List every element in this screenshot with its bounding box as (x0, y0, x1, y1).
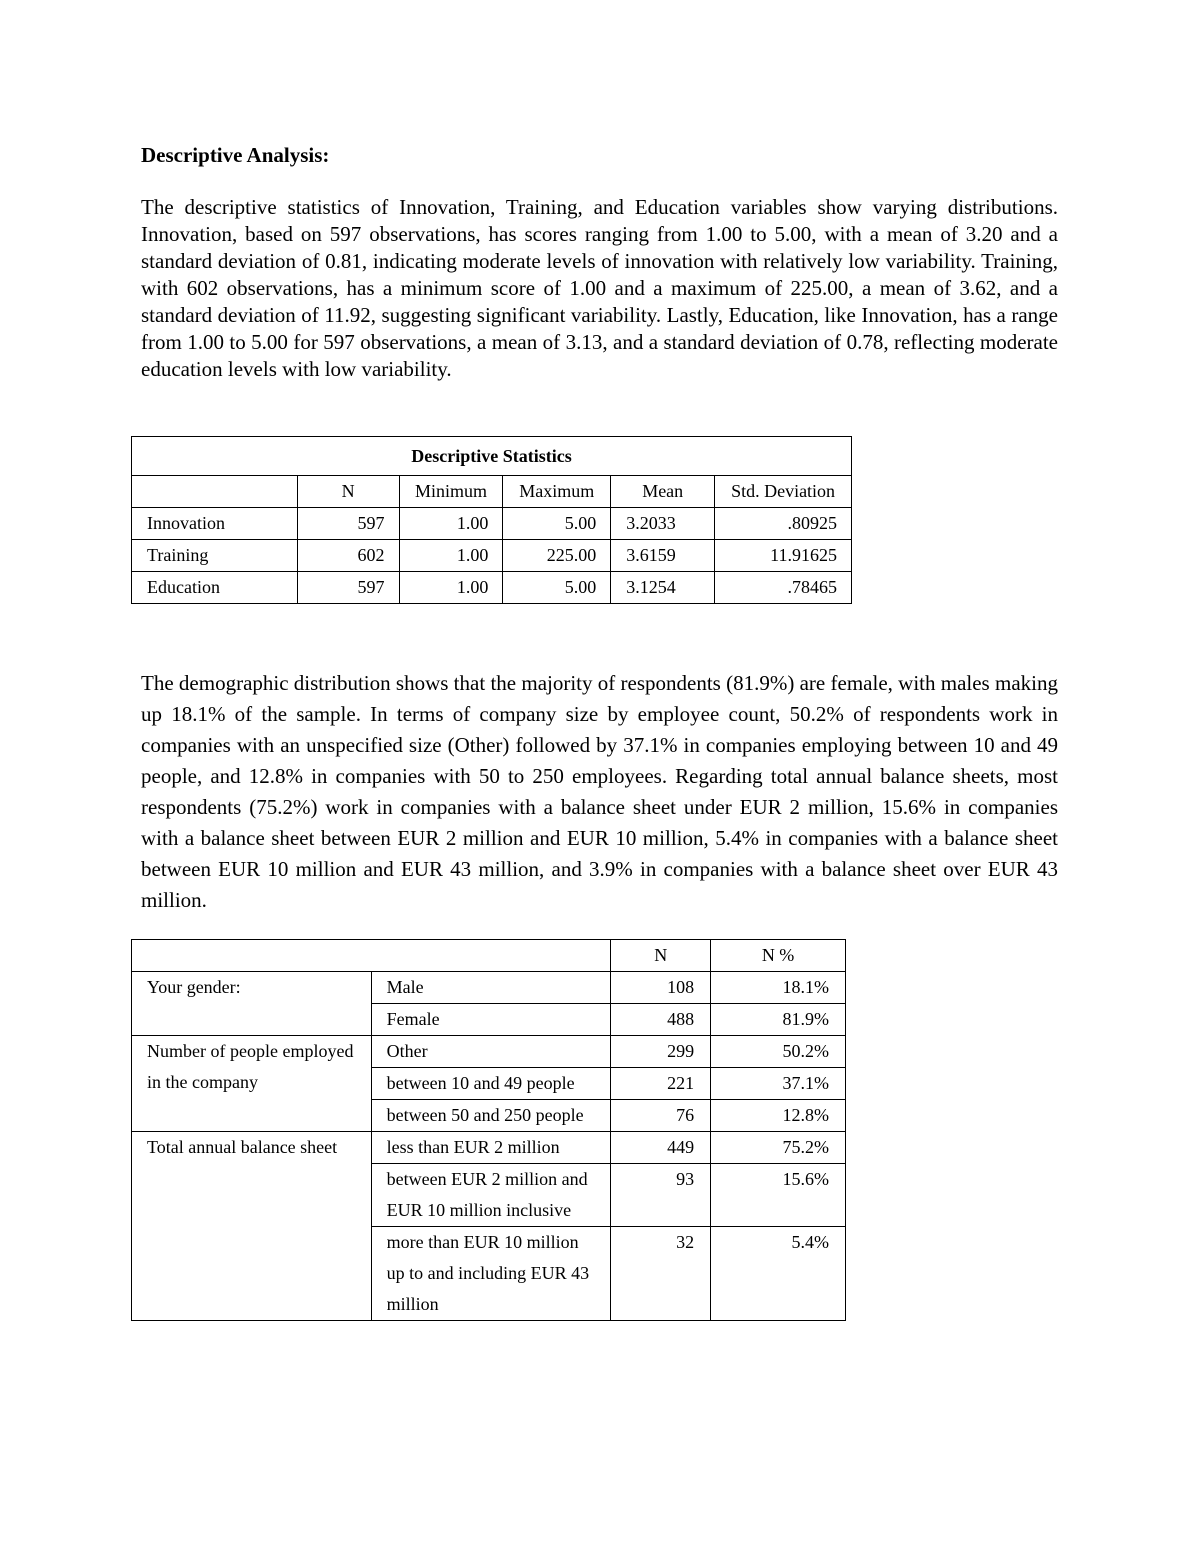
cell-pct: 12.8% (711, 1100, 846, 1132)
category-cell: between 50 and 250 people (371, 1100, 611, 1132)
header-empty-cell (132, 940, 611, 972)
table-row (132, 1036, 846, 1068)
cell-maximum: 5.00 (503, 572, 611, 604)
cell-pct: 81.9% (711, 1004, 846, 1036)
cell-mean: 3.2033 (611, 508, 715, 540)
cell-minimum: 1.00 (399, 572, 503, 604)
cell-n: 221 (611, 1068, 711, 1100)
demographic-table (131, 939, 846, 1321)
cell-n: 108 (611, 972, 711, 1004)
category-cell: less than EUR 2 million (371, 1132, 611, 1164)
category-cell: between EUR 2 million and EUR 10 million inclusive (371, 1164, 611, 1227)
cell-std: 11.91625 (715, 540, 852, 572)
cell-n: 449 (611, 1132, 711, 1164)
group-label-employees: Number of people employed in the company (132, 1036, 372, 1132)
category-cell: between 10 and 49 people (371, 1068, 611, 1100)
group-label-balance-sheet: Total annual balance sheet (132, 1132, 372, 1321)
row-label: Training (132, 540, 298, 572)
cell-pct: 18.1% (711, 972, 846, 1004)
row-label: Innovation (132, 508, 298, 540)
category-cell: Female (371, 1004, 611, 1036)
cell-pct: 37.1% (711, 1068, 846, 1100)
table-row (132, 540, 852, 572)
category-cell: more than EUR 10 million up to and including EUR 43 million (371, 1227, 611, 1321)
header-maximum: Maximum (503, 476, 611, 508)
cell-n: 299 (611, 1036, 711, 1068)
cell-minimum: 1.00 (399, 508, 503, 540)
table-row (132, 508, 852, 540)
category-cell: Male (371, 972, 611, 1004)
table-row (132, 572, 852, 604)
header-n-percent: N % (711, 940, 846, 972)
table-title: Descriptive Statistics (132, 437, 852, 476)
demographic-paragraph: The demographic distribution shows that the majority of respondents (81.9%) are female, with males making up 18.1% of the sample. In terms of company size by employee count, 50.2% of respondents work in companies with an unspecified size (Other) followed by 37.1% in companies employing between 10 and 49 people, and 12.8% in companies with 50 to 250 employees. Regarding total annual balance sheets, most respondents (75.2%) work in companies with a balance sheet under EUR 2 million, 15.6% in companies with a balance sheet between EUR 2 million and EUR 10 million, 5.4% in companies with a balance sheet between EUR 10 million and EUR 43 million, and 3.9% in companies with a balance sheet over EUR 43 million. (141, 671, 1058, 912)
cell-mean: 3.6159 (611, 540, 715, 572)
table-header-row (132, 940, 846, 972)
header-empty-cell (132, 476, 298, 508)
cell-maximum: 225.00 (503, 540, 611, 572)
section-heading: Descriptive Analysis: (141, 143, 330, 167)
header-n: N (297, 476, 399, 508)
table-row (132, 1132, 846, 1164)
cell-n: 597 (297, 572, 399, 604)
cell-n: 597 (297, 508, 399, 540)
cell-pct: 5.4% (711, 1227, 846, 1321)
cell-n: 488 (611, 1004, 711, 1036)
header-minimum: Minimum (399, 476, 503, 508)
descriptive-paragraph: The descriptive statistics of Innovation, Training, and Education variables show varying distributions. Innovation, based on 597 observations, has scores ranging from 1.00 to 5.00, with a mean of 3.20 and a standard deviation of 0.81, indicating moderate levels of innovation with relatively low variability. Training, with 602 observations, has a minimum score of 1.00 and a maximum of 225.00, a mean of 3.62, and a standard deviation of 11.92, suggesting significant variability. Lastly, Education, like Innovation, has a range from 1.00 to 5.00 for 597 observations, a mean of 3.13, and a standard deviation of 0.78, reflecting moderate education levels with low variability. (141, 195, 1058, 381)
category-cell: Other (371, 1036, 611, 1068)
cell-n: 602 (297, 540, 399, 572)
cell-pct: 50.2% (711, 1036, 846, 1068)
table-header-row (132, 476, 852, 508)
cell-pct: 75.2% (711, 1132, 846, 1164)
cell-mean: 3.1254 (611, 572, 715, 604)
header-n: N (611, 940, 711, 972)
header-mean: Mean (611, 476, 715, 508)
cell-pct: 15.6% (711, 1164, 846, 1227)
cell-n: 93 (611, 1164, 711, 1227)
cell-n: 76 (611, 1100, 711, 1132)
cell-maximum: 5.00 (503, 508, 611, 540)
descriptive-statistics-table (131, 436, 852, 604)
cell-std: .78465 (715, 572, 852, 604)
cell-std: .80925 (715, 508, 852, 540)
group-label-gender: Your gender: (132, 972, 372, 1036)
table-title-row (132, 437, 852, 476)
header-std-deviation: Std. Deviation (715, 476, 852, 508)
table-row (132, 972, 846, 1004)
cell-n: 32 (611, 1227, 711, 1321)
row-label: Education (132, 572, 298, 604)
cell-minimum: 1.00 (399, 540, 503, 572)
